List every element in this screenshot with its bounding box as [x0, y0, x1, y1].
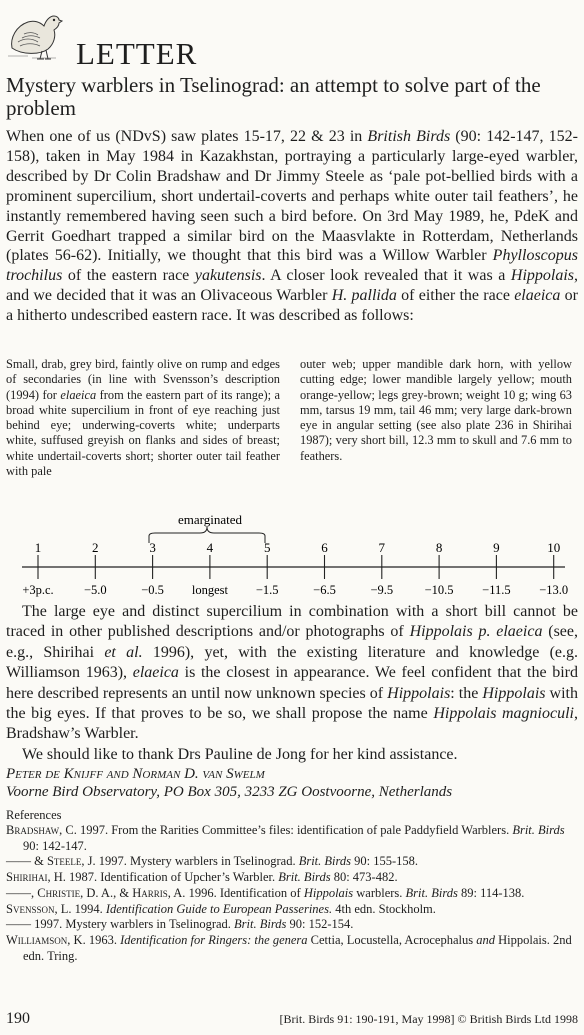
italic-run: Brit. Birds	[405, 885, 458, 900]
text-run: We should like to thank Drs Pauline de Jong for her kind assistance.	[22, 745, 458, 763]
italic-run: Hippolais	[482, 684, 546, 702]
text-run: Hippolais. 2nd edn. Tring.	[23, 932, 572, 963]
small-caps-run: Steele, J.	[46, 854, 96, 869]
text-run: (90: 142-147, 152-158), taken in May 1984 in Kazakhstan, portraying a particularly large-eyed warbler, described by Dr Colin Bradshaw and Dr Jimmy Steele as ‘pale pot-bellied birds with a prominent supercilium, short undertail-coverts and perhaps white outer tail feathers’, he instantly remembered having seen such a bird before. On 3rd May 1989, he, PdeK and Gerrit Goedhart trapped a similar bird on the Maasvlakte in Rotterdam, Netherlands (plates 56-62). Initially, we thought that this bird was a Willow Warbler	[6, 128, 578, 265]
italic-run: Brit. Birds	[278, 870, 331, 885]
italic-run: Brit. Birds	[298, 854, 352, 869]
text-run: 1987. Identification of Upcher’s Warbler.	[65, 870, 279, 885]
italic-run: H. pallida	[331, 287, 397, 305]
references-heading: References	[6, 808, 62, 822]
text-run: 1996), yet, with the existing literature and knowledge (e.g. Williamson 1963),	[6, 643, 579, 682]
text-run: 1994.	[71, 901, 106, 916]
reference-item	[6, 886, 578, 902]
text-run: , Bradshaw’s Warbler.	[6, 705, 578, 743]
text-run: of the eastern race	[62, 267, 195, 285]
description-right-column	[300, 357, 572, 464]
feather-number-label: 7	[378, 540, 386, 555]
feather-length-label: longest	[191, 583, 228, 597]
discussion-paragraph	[6, 602, 578, 745]
feather-number-label: 6	[321, 540, 328, 555]
feather-length-label: −6.5	[313, 583, 336, 597]
feather-number-label: 2	[92, 540, 99, 555]
text-run: 90: 142-147.	[23, 838, 87, 853]
feather-number-label: 5	[263, 540, 271, 555]
text-run: (see, e.g., Shirihai	[6, 623, 578, 661]
italic-run: elaeica	[60, 387, 97, 402]
text-run: —— &	[6, 854, 47, 869]
feather-length-label: −11.5	[482, 583, 511, 597]
description-left-column	[6, 357, 280, 479]
text-run: or a hitherto undescribed eastern race. It was described as follows:	[6, 287, 579, 325]
feather-number-label: 10	[547, 540, 561, 555]
text-run: , and we decided that it was an Olivaceous Warbler	[6, 267, 579, 305]
italic-run: Brit. Birds	[234, 917, 287, 932]
italic-run: Hippolais	[510, 267, 575, 285]
text-run: of either the race	[396, 287, 515, 305]
italic-run: Hippolais	[387, 684, 451, 702]
journal-citation: [Brit. Birds 91: 190-191, May 1998] © British Birds Ltd 1998	[279, 1012, 578, 1026]
feather-number-label: 1	[34, 540, 42, 555]
italic-run: elaeica	[132, 664, 179, 682]
text-run: When one of us (NDvS) saw plates 15-17, 22 & 23 in	[6, 128, 368, 145]
italic-run: Identification for Ringers: the genera	[120, 932, 308, 947]
partridge-logo-icon	[4, 4, 64, 62]
small-caps-run: Williamson, K.	[6, 932, 86, 947]
italic-run: Hippolais magnioculi	[433, 705, 574, 723]
small-caps-run: Shirihai, H.	[6, 870, 66, 885]
small-caps-run: Harris, A.	[132, 885, 186, 900]
text-run: 4th edn. Stockholm.	[332, 901, 436, 916]
feather-length-label: −9.5	[370, 583, 394, 597]
italic-run: Hippolais p. elaeica	[409, 623, 543, 641]
text-run: The large eye and distinct supercilium in combination with a short bill cannot be traced in other published descriptions and/or photographs of	[6, 603, 578, 641]
italic-run: Identification Guide to European Passerines.	[105, 901, 333, 916]
section-heading: LETTER	[76, 36, 198, 71]
text-run: 89: 114-138.	[457, 885, 525, 900]
text-run: Cettia, Locustella, Acrocephalus	[307, 932, 477, 947]
reference-list	[6, 823, 578, 964]
italic-run: Phylloscopus trochilus	[6, 247, 578, 285]
small-caps-run: Christie, D. A.	[37, 885, 114, 900]
text-run: 1996. Identification of	[185, 885, 304, 900]
italic-run: Hippolais	[303, 885, 354, 900]
emarginated-label: emarginated	[177, 512, 243, 527]
italic-run: elaeica	[514, 287, 561, 305]
feather-length-label: +3p.c.	[22, 583, 54, 597]
text-run: —— 1997. Mystery warblers in Tselinograd.	[6, 917, 235, 932]
feather-length-label: −13.0	[539, 583, 569, 597]
author-address: Voorne Bird Observatory, PO Box 305, 3233 ZG Oostvoorne, Netherlands	[6, 784, 453, 800]
feather-length-label: −1.5	[255, 583, 279, 597]
italic-run: and	[476, 932, 495, 947]
text-run: 90: 152-154.	[286, 917, 354, 932]
text-run: is the closest in appearance. We feel confident that the bird here described represents an until now unknown species of	[6, 664, 579, 702]
text-run: with the big eyes. If that proves to be so, we shall propose the name	[6, 684, 578, 723]
small-caps-run: Svensson, L.	[6, 901, 72, 916]
discussion-text	[6, 602, 578, 765]
text-run: , &	[113, 885, 133, 900]
text-run: 1963.	[85, 932, 121, 947]
text-run: ——,	[6, 885, 38, 900]
feather-length-label: −5.0	[83, 583, 107, 597]
feather-length-label: −0.5	[141, 583, 164, 597]
text-run: . A closer look revealed that it was a	[261, 267, 511, 285]
text-run: warblers.	[353, 885, 406, 900]
text-run: outer web; upper mandible dark horn, with yellow cutting edge; lower mandible largely yellow; mouth orange-yellow; legs grey-brown; weight 10 g; wing 63 mm, tarsus 19 mm, tail 46 mm; very large dark-brown eye in angular setting (see also plate 236 in Shirihai 1987); very short bill, 12.3 mm to skull and 7.6 mm to feathers.	[300, 357, 572, 463]
reference-item	[6, 902, 578, 918]
text-run: 80: 473-482.	[330, 870, 398, 885]
feather-number-label: 9	[493, 540, 500, 555]
italic-run: Brit. Birds	[512, 823, 565, 837]
wing-formula-diagram	[0, 508, 584, 600]
feather-number-label: 4	[206, 540, 214, 555]
feather-number-label: 3	[149, 540, 156, 555]
text-run: Small, drab, grey bird, faintly olive on rump and edges of secondaries (in line with Svensson’s description (1994) for	[6, 357, 280, 402]
reference-item	[6, 823, 578, 854]
small-caps-run: Bradshaw, C.	[6, 823, 77, 837]
feather-number-label: 8	[435, 540, 443, 555]
feather-length-label: −10.5	[424, 583, 454, 597]
reference-item	[6, 854, 578, 870]
reference-item	[6, 933, 578, 964]
italic-run: yakutensis	[194, 267, 262, 285]
italic-run: et al.	[104, 643, 143, 661]
italic-run: British Birds	[367, 128, 451, 145]
page-number: 190	[6, 1010, 30, 1027]
text-run: 1997. Mystery warblers in Tselinograd.	[95, 854, 299, 869]
article-title: Mystery warblers in Tselinograd: an attempt to solve part of the problem	[6, 73, 541, 120]
author-names: Peter de Knijff and Norman D. van Swelm	[6, 766, 265, 782]
text-run: 90: 155-158.	[351, 854, 419, 869]
text-run: : the	[450, 684, 483, 702]
text-run: 1997. From the Rarities Committee’s files: identification of pale Paddyfield Warblers.	[76, 823, 513, 837]
reference-item	[6, 917, 578, 933]
text-run: from the eastern part of its range); a broad white supercilium in front of eye reaching just behind eye; underwing-coverts white; underparts white, suffused greyish on flanks and sides of breast; white undertail-coverts short; shorter outer tail feather with pale	[6, 387, 280, 479]
intro-paragraph	[6, 127, 578, 326]
reference-item	[6, 870, 578, 886]
acknowledgement-paragraph	[6, 745, 578, 765]
